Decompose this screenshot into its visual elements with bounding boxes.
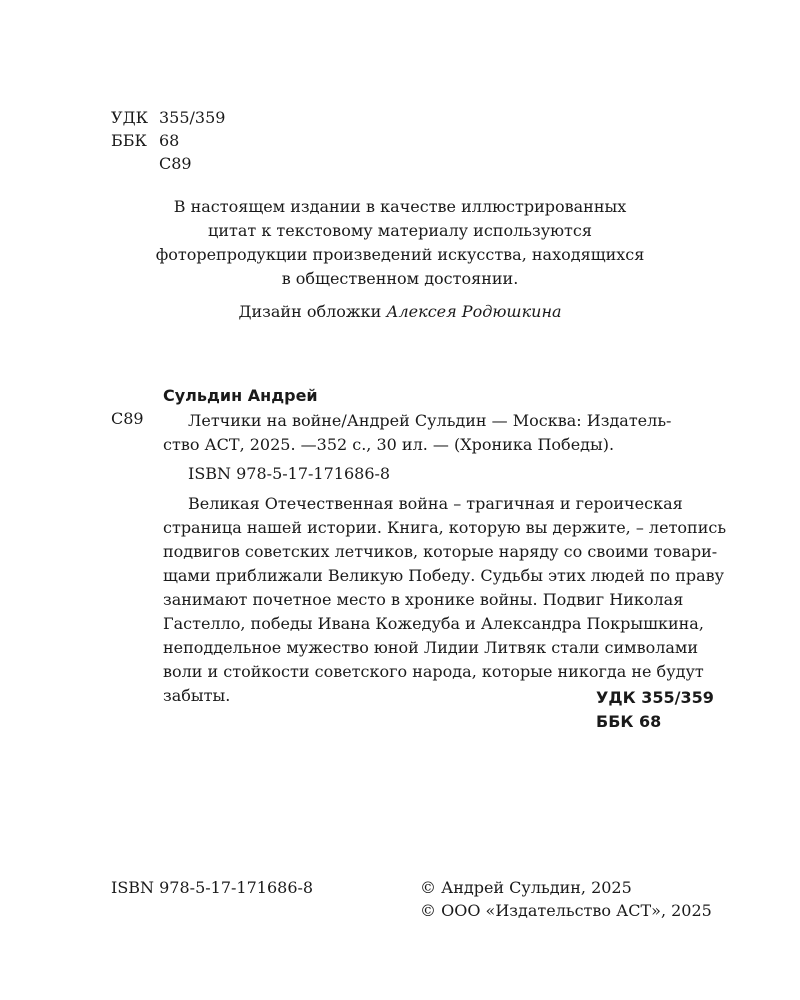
catalog-entry-line: Летчики на войне/Андрей Сульдин — Москва: Издатель- [188,411,672,430]
bbk-value: 68 [159,131,180,150]
catalog-codes [596,686,714,734]
udk-label: УДК [111,108,148,127]
annotation-line: страница нашей истории. Книга, которую вы держите, – летопись [163,518,727,537]
illustration-notice [0,195,800,291]
cover-design-credit [0,302,800,321]
catalog-annotation [163,492,727,708]
bbk-row [111,131,179,150]
catalog-mark: С89 [111,409,144,428]
catalog-bbk: ББК 68 [596,712,662,731]
copyright-publisher: © ООО «Издательство АСТ», 2025 [420,901,712,920]
annotation-line: подвигов советских летчиков, которые наряду со своими товари- [163,542,718,561]
catalog-udk: УДК 355/359 [596,688,714,707]
udk-value: 355/359 [159,108,226,127]
copyright-author: © Андрей Сульдин, 2025 [420,878,632,897]
cover-design-prefix: Дизайн обложки [238,302,387,321]
annotation-line: занимают почетное место в хронике войны. Подвиг Николая [163,590,684,609]
notice-line: фоторепродукции произведений искусства, находящихся [155,245,645,264]
annotation-line: Великая Отечественная война – трагичная и героическая [188,494,683,513]
annotation-line: Гастелло, победы Ивана Кожедуба и Александра Покрышкина, [163,614,704,633]
udk-row [111,108,225,127]
catalog-entry-line: ство АСТ, 2025. —352 с., 30 ил. — (Хроника Победы). [163,435,615,454]
notice-line: цитат к текстовому материалу используются [208,221,592,240]
catalog-author-heading: Сульдин Андрей [163,386,318,405]
catalog-entry [163,409,718,457]
catalog-isbn: ISBN 978-5-17-171686-8 [188,464,391,483]
annotation-line: воли и стойкости советского народа, которые никогда не будут [163,662,704,681]
notice-line: в общественном достоянии. [281,269,519,288]
annotation-line: забыты. [163,686,231,705]
annotation-line: неподдельное мужество юной Лидии Литвяк стали символами [163,638,699,657]
cover-designer-name: Алексея Родюшкина [386,302,562,321]
bbk-label: ББК [111,131,147,150]
author-mark: С89 [159,154,192,173]
notice-line: В настоящем издании в качестве иллюстрированных [173,197,627,216]
annotation-line: щами приближали Великую Победу. Судьбы этих людей по праву [163,566,725,585]
footer-isbn: ISBN 978-5-17-171686-8 [111,878,314,897]
